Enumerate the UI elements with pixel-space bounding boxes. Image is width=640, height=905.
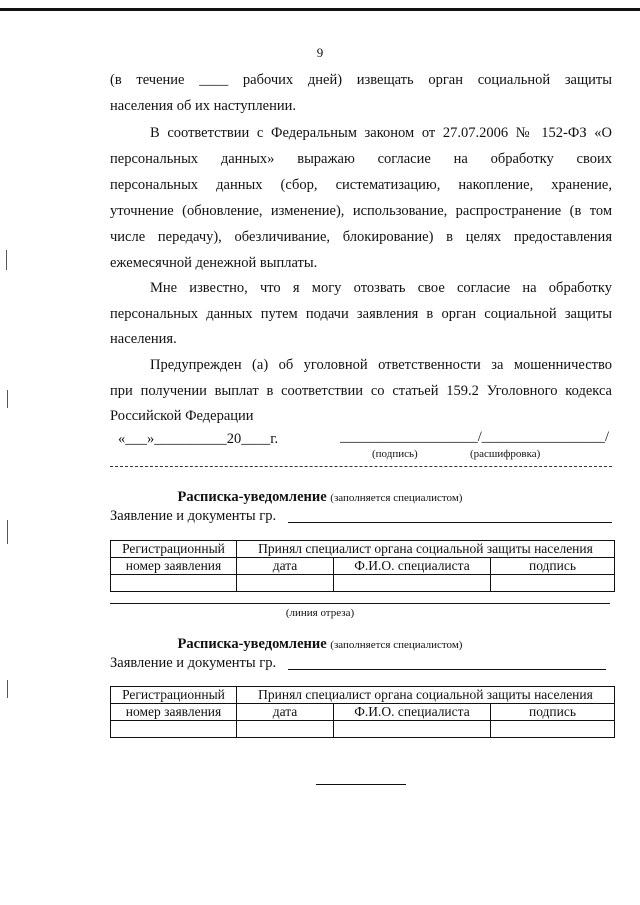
receipt-2-note: (заполняется специалистом): [330, 639, 463, 651]
receipt-2-table: [110, 686, 615, 738]
date-cell-1[interactable]: [237, 575, 334, 592]
name-header-2: Ф.И.О. специалиста: [334, 704, 491, 721]
receipt-2-heading: [0, 636, 640, 653]
reg-number-header-2b: номер заявления: [111, 704, 237, 721]
paragraph-2-line-3: персональных данных (сбор, систематизацию, накопление, хранение,: [110, 177, 612, 193]
cut-line: [110, 603, 610, 604]
name-header-1: Ф.И.О. специалиста: [334, 558, 491, 575]
paragraph-2-line-1: В соответствии с Федеральным законом от 27.07.2006 № 152-ФЗ «О: [150, 125, 612, 141]
reg-number-header-1b: номер заявления: [111, 558, 237, 575]
receipt-1-table: [110, 540, 615, 592]
dashed-separator: [110, 466, 612, 467]
receipt-1-heading: [0, 489, 640, 506]
receipt-2-title: Расписка-уведомление: [177, 636, 327, 652]
paragraph-1-line-1: (в течение ____ рабочих дней) извещать орган социальной защиты: [110, 72, 612, 88]
signature-date: «___»__________20____г.: [118, 431, 279, 447]
sign-header-2: подпись: [491, 704, 615, 721]
scan-mark: [7, 680, 8, 698]
name-cell-1[interactable]: [334, 575, 491, 592]
signature-line: ___________________/_________________/: [340, 429, 610, 445]
paragraph-3-line-1: Мне известно, что я могу отозвать свое согласие на обработку: [150, 280, 612, 296]
receipt-1-docs: Заявление и документы гр.: [110, 508, 277, 524]
signature-label: (подпись): [372, 448, 418, 460]
date-header-2: дата: [237, 704, 334, 721]
accepted-header-1: Принял специалист органа социальной защиты населения: [237, 541, 615, 558]
reg-number-header-1: Регистрационный: [111, 541, 237, 558]
paragraph-3-line-3: населения.: [110, 331, 177, 347]
name-cell-2[interactable]: [334, 721, 491, 738]
paragraph-4-line-3: Российской Федерации: [110, 408, 254, 424]
decode-label: (расшифровка): [470, 448, 541, 460]
accepted-header-2: Принял специалист органа социальной защиты населения: [237, 687, 615, 704]
reg-number-header-2: Регистрационный: [111, 687, 237, 704]
cut-label: (линия отреза): [285, 607, 355, 619]
paragraph-2-line-2: персональных данных» выражаю согласие на обработку своих: [110, 151, 612, 167]
date-header-1: дата: [237, 558, 334, 575]
paragraph-1-line-2: населения об их наступлении.: [110, 98, 296, 114]
scan-mark: [6, 250, 7, 270]
paragraph-2-line-6: ежемесячной денежной выплаты.: [110, 255, 318, 271]
sign-cell-2[interactable]: [491, 721, 615, 738]
reg-number-cell-2[interactable]: [111, 721, 237, 738]
reg-number-cell-1[interactable]: [111, 575, 237, 592]
sign-header-1: подпись: [491, 558, 615, 575]
receipt-1-name-line: [288, 522, 612, 523]
paragraph-2-line-5: числе передачу), обезличивание, блокирование) в целях предоставления: [110, 229, 612, 245]
paragraph-4-line-1: Предупрежден (а) об уголовной ответственности за мошенничество: [150, 357, 612, 373]
paragraph-4-line-2: при получении выплат в соответствии со статьей 159.2 Уголовного кодекса: [110, 383, 612, 399]
date-cell-2[interactable]: [237, 721, 334, 738]
page-number: 9: [316, 45, 324, 60]
footer-rule: [316, 784, 406, 785]
receipt-2-name-line: [288, 669, 606, 670]
sign-cell-1[interactable]: [491, 575, 615, 592]
receipt-2-docs: Заявление и документы гр.: [110, 655, 277, 671]
paragraph-3-line-2: персональных данных путем подачи заявления в орган социальной защиты: [110, 306, 612, 322]
paragraph-2-line-4: уточнение (обновление, изменение), использование, распространение (в том: [110, 203, 612, 219]
receipt-1-note: (заполняется специалистом): [330, 492, 463, 504]
scan-mark: [7, 390, 8, 408]
top-border: [0, 8, 640, 11]
receipt-1-title: Расписка-уведомление: [177, 489, 327, 505]
scan-mark: [7, 520, 8, 544]
